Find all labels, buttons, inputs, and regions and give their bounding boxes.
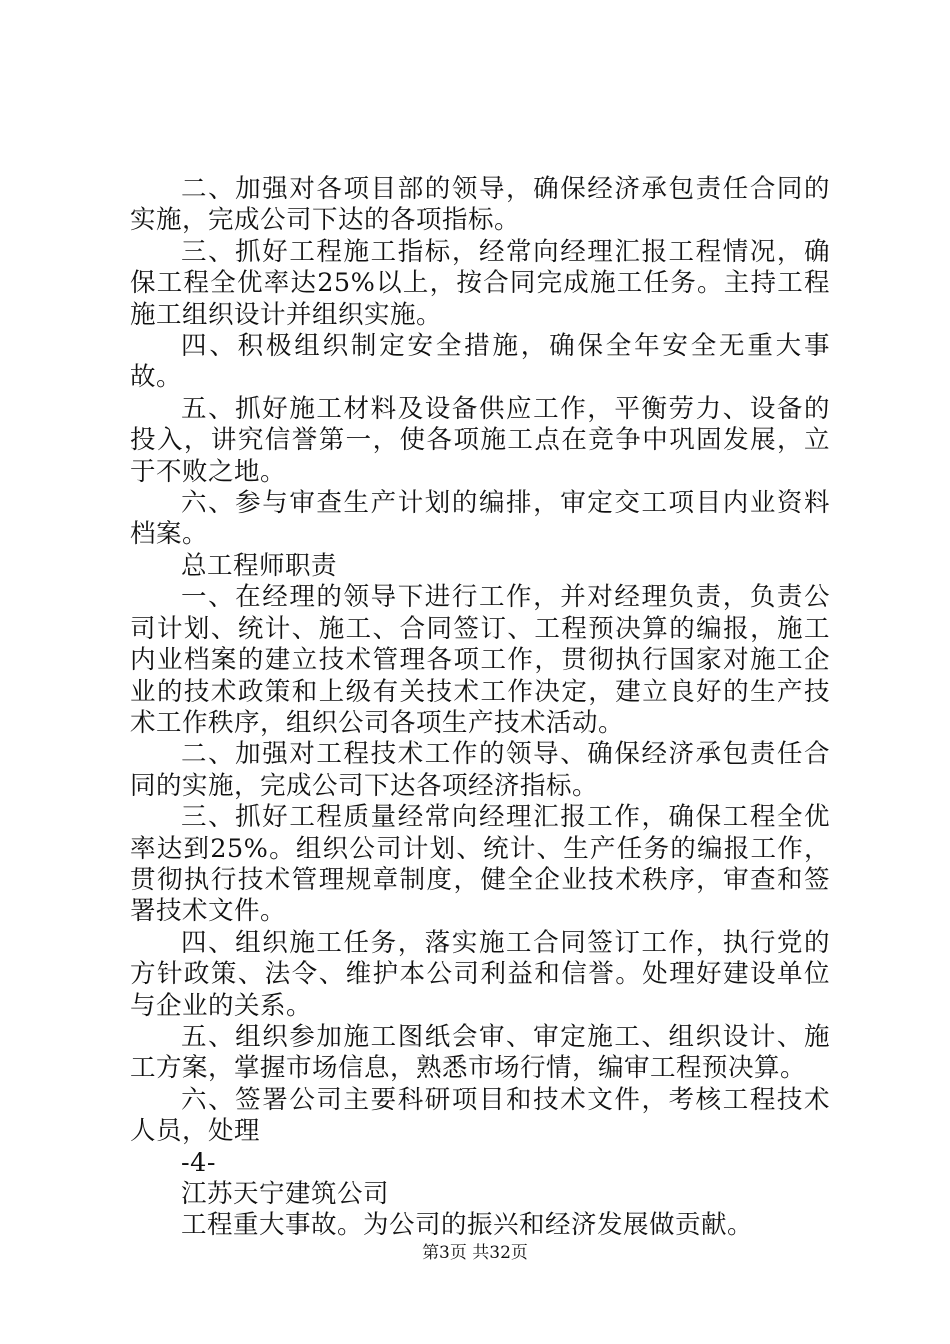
section-heading: 总工程师职责 (181, 550, 338, 581)
paragraph: 四、组织施工任务，落实施工合同签订工作，执行党的方针政策、法令、维护本公司利益和信誉。处理好建设单位与企业的关系。 (130, 927, 830, 1021)
paragraph: 二、加强对各项目部的领导，确保经济承包责任合同的实施，完成公司下达的各项指标。 (130, 174, 830, 236)
paragraph: 二、加强对工程技术工作的领导、确保经济承包责任合同的实施，完成公司下达各项经济指标。 (130, 739, 830, 801)
paragraph: 六、参与审查生产计划的编排，审定交工项目内业资料档案。 (130, 488, 830, 550)
company-name: 江苏天宁建筑公司 (181, 1179, 390, 1209)
page-footer: 第3页 共32页 (422, 1243, 528, 1263)
paragraph: 一、在经理的领导下进行工作，并对经理负责，负责公司计划、统计、施工、合同签订、工程预决算的编报，施工内业档案的建立技术管理各项工作，贯彻执行国家对施工企业的技术政策和上级有关技术工作决定，建立良好的生产技术工作秩序，组织公司各项生产技术活动。 (130, 582, 830, 738)
paragraph: 六、签署公司主要科研项目和技术文件，考核工程技术人员，处理 (130, 1084, 830, 1147)
paragraph: 五、组织参加施工图纸会审、审定施工、组织设计、施工方案，掌握市场信息，熟悉市场行情，编审工程预决算。 (130, 1021, 830, 1084)
paragraph: 工程重大事故。为公司的振兴和经济发展做贡献。 (181, 1210, 754, 1241)
paragraph: 三、抓好工程施工指标，经常向经理汇报工程情况，确保工程全优率达25%以上，按合同完成施工任务。主持工程施工组织设计并组织实施。 (130, 236, 830, 330)
paragraph: 五、抓好施工材料及设备供应工作，平衡劳力、设备的投入，讲究信誉第一，使各项施工点在竞争中巩固发展，立于不败之地。 (130, 393, 830, 487)
paragraph: 三、抓好工程质量经常向经理汇报工作，确保工程全优率达到25%。组织公司计划、统计、生产任务的编报工作，贯彻执行技术管理规章制度，健全企业技术秩序，审查和签署技术文件。 (130, 802, 830, 927)
paragraph: 四、积极组织制定安全措施，确保全年安全无重大事故。 (130, 331, 830, 393)
document-body (130, 174, 830, 1242)
inline-page-number: -4- (181, 1147, 216, 1178)
